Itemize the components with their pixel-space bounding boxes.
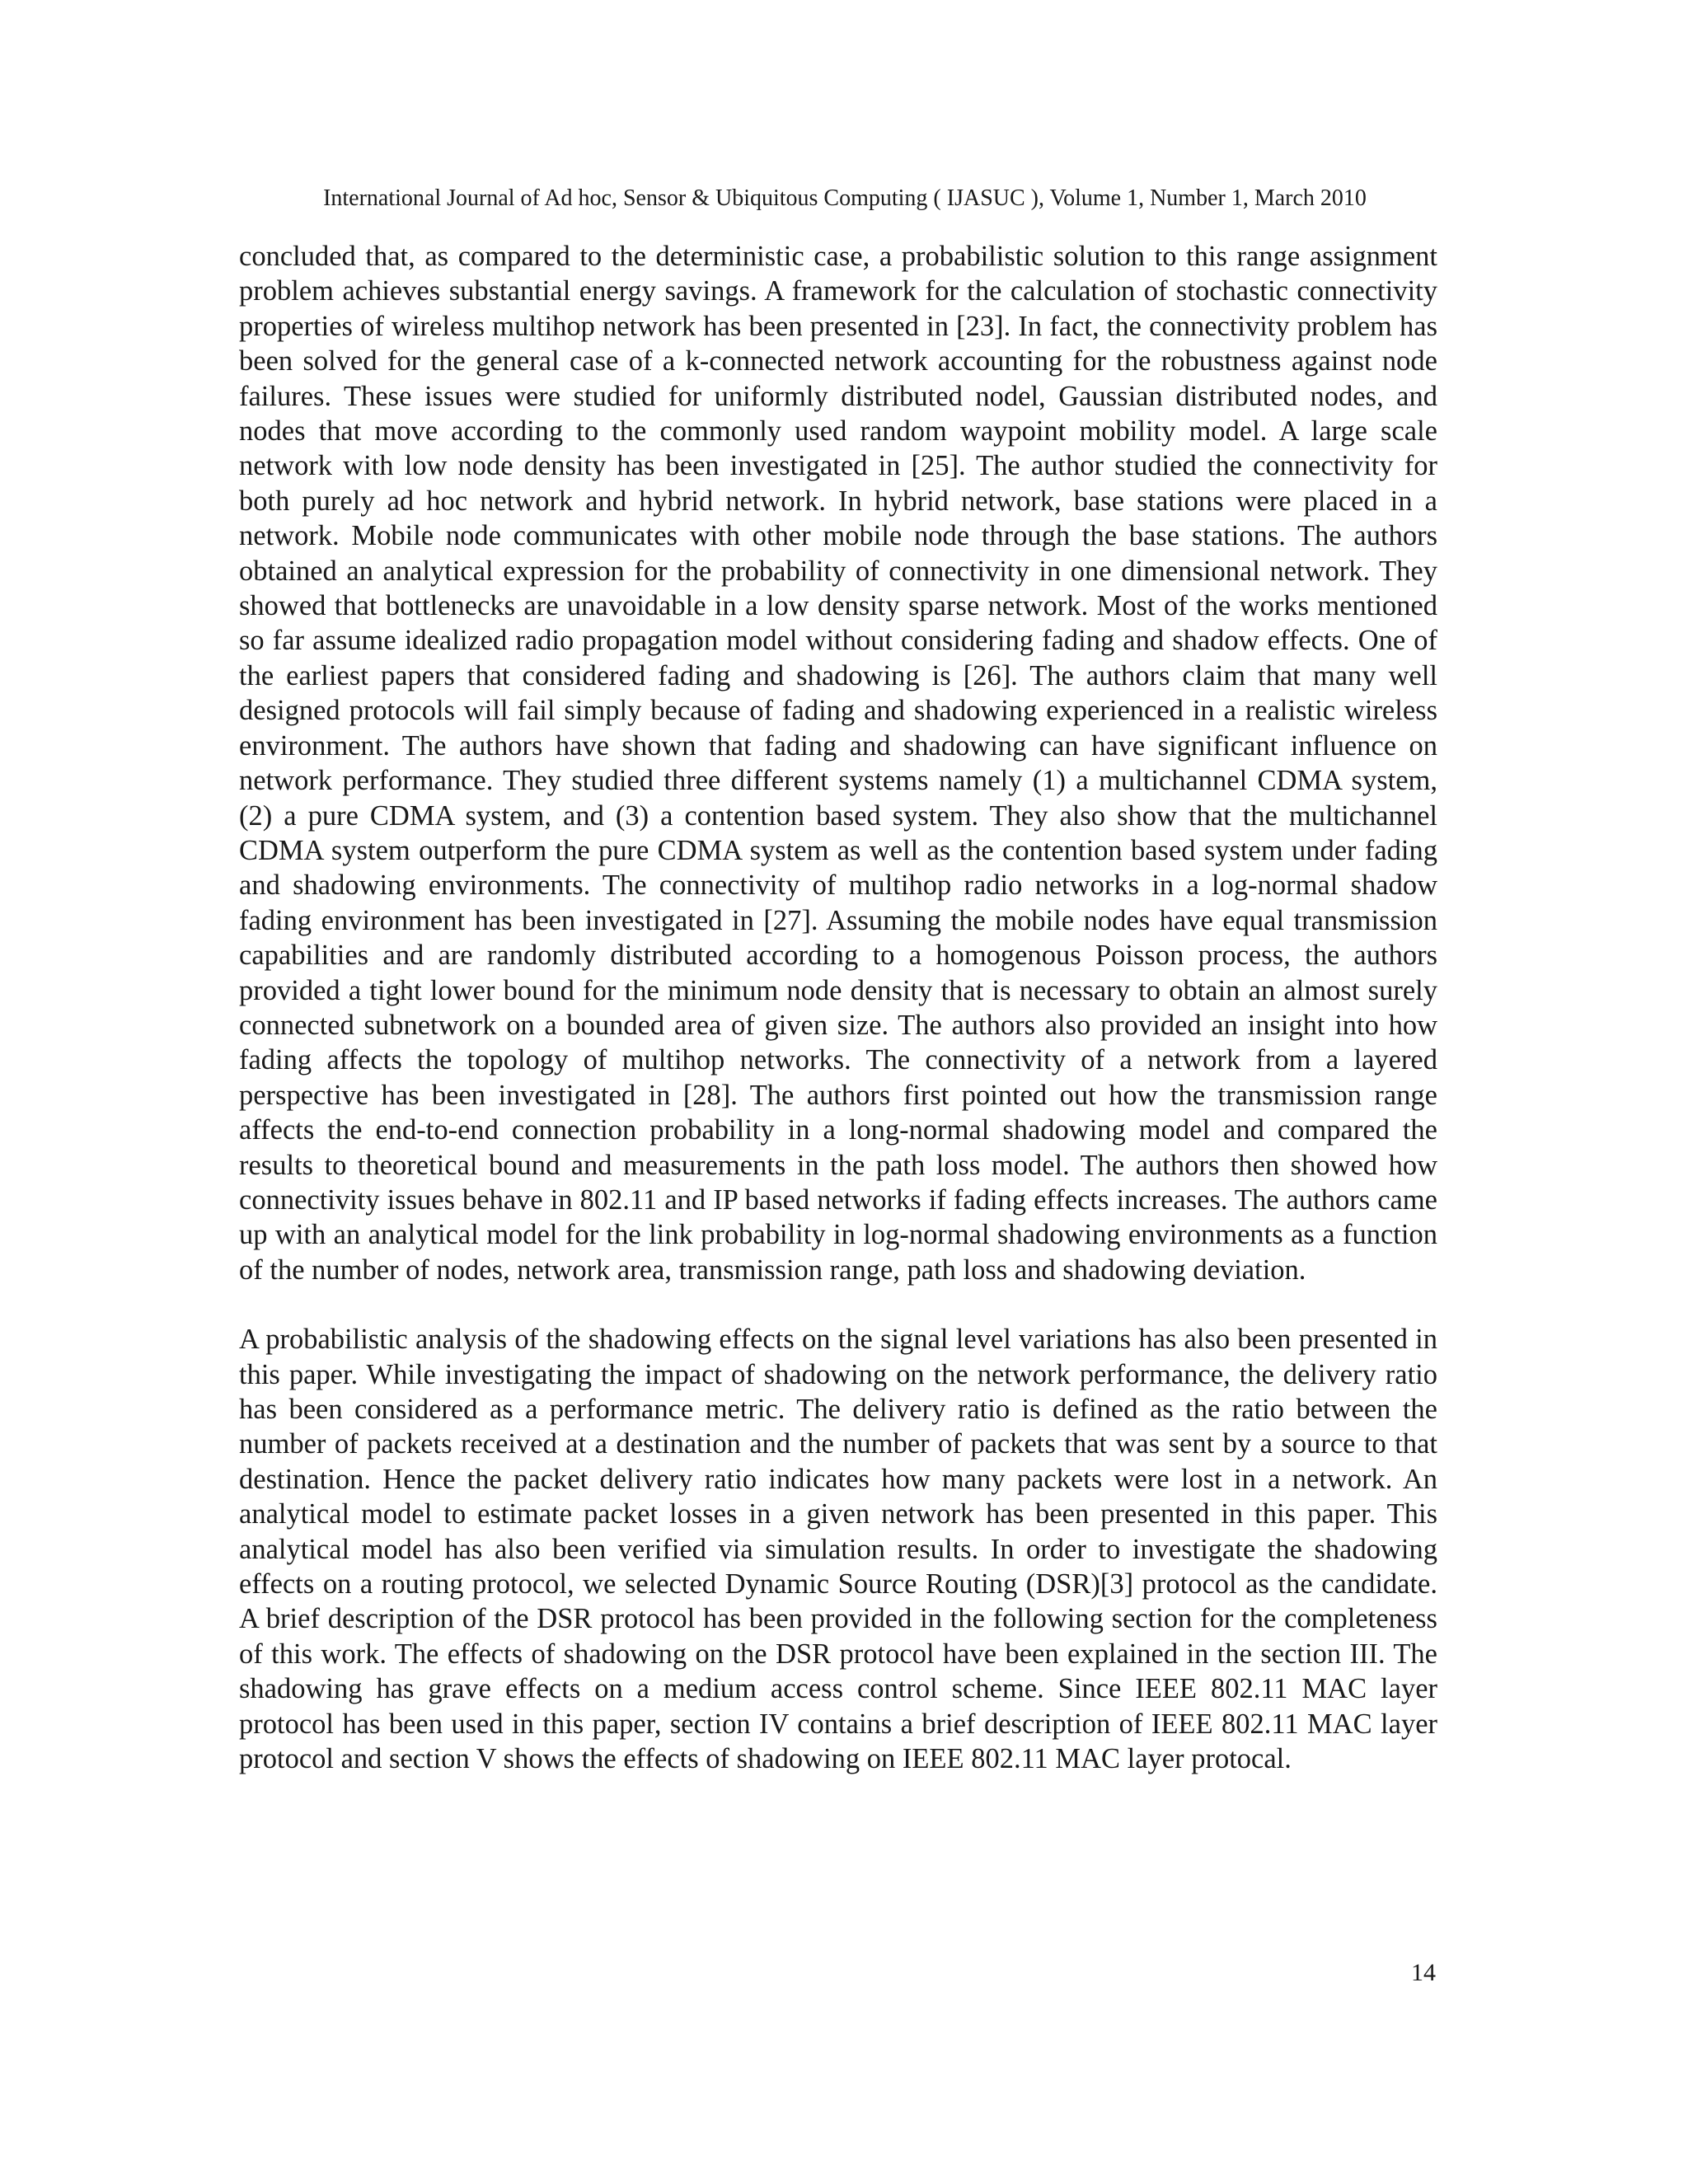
paragraph-1: concluded that, as compared to the deterministic case, a probabilistic solution to this range assignment problem achieves substantial energy savings. A framework for the calculation of stochastic connectivity properties of wireless multihop network has been presented in [23]. In fact, the connectivity problem has been solved for the general case of a k-connected network accounting for the robustness against node failures. These issues were studied for uniformly distributed nodel, Gaussian distributed nodes, and nodes that move according to the commonly used random waypoint mobility model. A large scale network with low node density has been investigated in [25]. The author studied the connectivity for both purely ad hoc network and hybrid network. In hybrid network, base stations were placed in a network. Mobile node communicates with other mobile node through the base stations. The authors obtained an analytical expression for the probability of connectivity in one dimensional network. They showed that bottlenecks are unavoidable in a low density sparse network. Most of the works mentioned so far assume idealized radio propagation model without considering fading and shadow effects. One of the earliest papers that considered fading and shadowing is [26]. The authors claim that many well designed protocols will fail simply because of fading and shadowing experienced in a realistic wireless environment. The authors have shown that fading and shadowing can have significant influence on network performance. They studied three different systems namely (1) a multichannel CDMA system, (2) a pure CDMA system, and (3) a contention based system. They also show that the multichannel CDMA system outperform the pure CDMA system as well as the contention based system under fading and shadowing environments. The connectivity of multihop radio networks in a log-normal shadow fading environment has been investigated in [27]. Assuming the mobile nodes have equal transmission capabilities and are randomly distributed according to a homogenous Poisson process, the authors provided a tight lower bound for the minimum node density that is necessary to obtain an almost surely connected subnetwork on a bounded area of given size. The authors also provided an insight into how fading affects the topology of multihop networks. The connectivity of a network from a layered perspective has been investigated in [28]. The authors first pointed out how the transmission range affects the end-to-end connection probability in a long-normal shadowing model and compared the results to theoretical bound and measurements in the path loss model. The authors then showed how connectivity issues behave in 802.11 and IP based networks if fading effects increases. The authors came up with an analytical model for the link probability in log-normal shadowing environments as a function of the number of nodes, network area, transmission range, path loss and shadowing deviation. <box>239 241 1437 1286</box>
paragraph-2: A probabilistic analysis of the shadowing effects on the signal level variations has also been presented in this paper. While investigating the impact of shadowing on the network performance, the delivery ratio has been considered as a performance metric. The delivery ratio is defined as the ratio between the number of packets received at a destination and the number of packets that was sent by a source to that destination. Hence the packet delivery ratio indicates how many packets were lost in a network. An analytical model to estimate packet losses in a given network has been presented in this paper. This analytical model has also been verified via simulation results. In order to investigate the shadowing effects on a routing protocol, we selected Dynamic Source Routing (DSR)[3] protocol as the candidate. A brief description of the DSR protocol has been provided in the following section for the completeness of this work. The effects of shadowing on the DSR protocol have been explained in the section III. The shadowing has grave effects on a medium access control scheme. Since IEEE 802.11 MAC layer protocol has been used in this paper, section IV contains a brief description of IEEE 802.11 MAC layer protocol and section V shows the effects of shadowing on IEEE 802.11 MAC layer protocal. <box>239 1324 1437 1775</box>
body-text <box>239 239 1437 1776</box>
page-number: 14 <box>1411 1959 1436 1986</box>
running-header: International Journal of Ad hoc, Sensor & Ubiquitous Computing ( IJASUC ), Volume 1, Number 1, March 2010 <box>323 185 1367 211</box>
